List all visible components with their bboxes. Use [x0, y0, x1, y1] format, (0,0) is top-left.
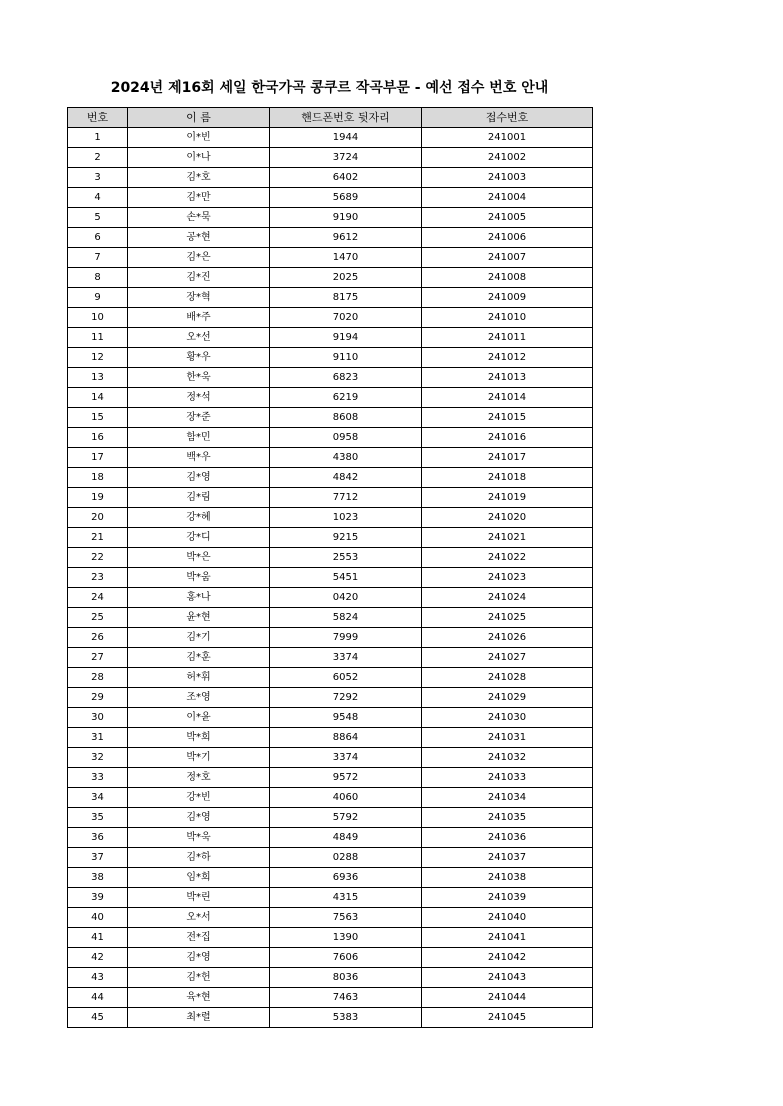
cell-phone-suffix: 7712 — [270, 488, 422, 508]
table-row — [68, 848, 593, 868]
cell-name: 박*욱 — [128, 828, 270, 848]
cell-number: 41 — [68, 928, 128, 948]
cell-registration-number: 241010 — [422, 308, 593, 328]
cell-phone-suffix: 5451 — [270, 568, 422, 588]
cell-registration-number: 241013 — [422, 368, 593, 388]
cell-name: 허*휘 — [128, 668, 270, 688]
table-row — [68, 908, 593, 928]
cell-registration-number: 241017 — [422, 448, 593, 468]
cell-name: 오*서 — [128, 908, 270, 928]
cell-registration-number: 241025 — [422, 608, 593, 628]
table-row — [68, 988, 593, 1008]
header-registration-number: 접수번호 — [422, 108, 593, 128]
cell-name: 김*헌 — [128, 968, 270, 988]
cell-number: 14 — [68, 388, 128, 408]
cell-phone-suffix: 6936 — [270, 868, 422, 888]
cell-number: 17 — [68, 448, 128, 468]
cell-registration-number: 241011 — [422, 328, 593, 348]
cell-name: 이*윤 — [128, 708, 270, 728]
cell-name: 정*석 — [128, 388, 270, 408]
cell-number: 21 — [68, 528, 128, 548]
table-row — [68, 648, 593, 668]
table-row — [68, 828, 593, 848]
cell-name: 강*디 — [128, 528, 270, 548]
cell-registration-number: 241035 — [422, 808, 593, 828]
cell-name: 윤*현 — [128, 608, 270, 628]
cell-name: 강*혜 — [128, 508, 270, 528]
page-title: 2024년 제16회 세일 한국가곡 콩쿠르 작곡부문 - 예선 접수 번호 안내 — [110, 80, 549, 96]
header-number: 번호 — [68, 108, 128, 128]
cell-phone-suffix: 7020 — [270, 308, 422, 328]
cell-name: 정*호 — [128, 768, 270, 788]
cell-number: 42 — [68, 948, 128, 968]
cell-registration-number: 241022 — [422, 548, 593, 568]
cell-registration-number: 241024 — [422, 588, 593, 608]
cell-number: 24 — [68, 588, 128, 608]
cell-number: 37 — [68, 848, 128, 868]
cell-name: 박*기 — [128, 748, 270, 768]
cell-registration-number: 241007 — [422, 248, 593, 268]
cell-name: 임*희 — [128, 868, 270, 888]
table-row — [68, 488, 593, 508]
cell-phone-suffix: 4060 — [270, 788, 422, 808]
cell-phone-suffix: 4380 — [270, 448, 422, 468]
table-row — [68, 788, 593, 808]
cell-name: 박*린 — [128, 888, 270, 908]
table-row — [68, 248, 593, 268]
table-row — [68, 328, 593, 348]
cell-number: 3 — [68, 168, 128, 188]
cell-phone-suffix: 1390 — [270, 928, 422, 948]
cell-number: 18 — [68, 468, 128, 488]
cell-number: 15 — [68, 408, 128, 428]
table-row — [68, 628, 593, 648]
table-row — [68, 948, 593, 968]
table-row — [68, 1008, 593, 1028]
cell-registration-number: 241040 — [422, 908, 593, 928]
cell-number: 33 — [68, 768, 128, 788]
cell-number: 23 — [68, 568, 128, 588]
cell-name: 김*진 — [128, 268, 270, 288]
table-row — [68, 308, 593, 328]
table-header — [68, 108, 593, 128]
header-name: 이 름 — [128, 108, 270, 128]
cell-registration-number: 241033 — [422, 768, 593, 788]
cell-phone-suffix: 7463 — [270, 988, 422, 1008]
cell-phone-suffix: 6823 — [270, 368, 422, 388]
cell-name: 전*집 — [128, 928, 270, 948]
table-row — [68, 268, 593, 288]
cell-phone-suffix: 5383 — [270, 1008, 422, 1028]
cell-name: 이*빈 — [128, 128, 270, 148]
cell-number: 44 — [68, 988, 128, 1008]
cell-number: 13 — [68, 368, 128, 388]
cell-phone-suffix: 6219 — [270, 388, 422, 408]
cell-phone-suffix: 9194 — [270, 328, 422, 348]
table-row — [68, 448, 593, 468]
cell-name: 한*욱 — [128, 368, 270, 388]
cell-registration-number: 241023 — [422, 568, 593, 588]
cell-number: 25 — [68, 608, 128, 628]
cell-phone-suffix: 9572 — [270, 768, 422, 788]
cell-name: 박*움 — [128, 568, 270, 588]
cell-phone-suffix: 8175 — [270, 288, 422, 308]
cell-name: 황*우 — [128, 348, 270, 368]
cell-registration-number: 241038 — [422, 868, 593, 888]
registration-table — [67, 107, 593, 1028]
cell-number: 29 — [68, 688, 128, 708]
table-row — [68, 368, 593, 388]
cell-number: 31 — [68, 728, 128, 748]
table-row — [68, 348, 593, 368]
table-row — [68, 808, 593, 828]
cell-phone-suffix: 8608 — [270, 408, 422, 428]
cell-registration-number: 241002 — [422, 148, 593, 168]
cell-number: 6 — [68, 228, 128, 248]
table-row — [68, 728, 593, 748]
table-row — [68, 568, 593, 588]
table-row — [68, 468, 593, 488]
cell-phone-suffix: 2553 — [270, 548, 422, 568]
cell-name: 김*은 — [128, 248, 270, 268]
cell-name: 박*은 — [128, 548, 270, 568]
cell-phone-suffix: 1470 — [270, 248, 422, 268]
cell-name: 배*주 — [128, 308, 270, 328]
cell-number: 7 — [68, 248, 128, 268]
cell-registration-number: 241042 — [422, 948, 593, 968]
cell-phone-suffix: 1944 — [270, 128, 422, 148]
cell-phone-suffix: 5689 — [270, 188, 422, 208]
cell-phone-suffix: 9548 — [270, 708, 422, 728]
cell-registration-number: 241045 — [422, 1008, 593, 1028]
cell-name: 박*희 — [128, 728, 270, 748]
cell-number: 45 — [68, 1008, 128, 1028]
cell-phone-suffix: 0420 — [270, 588, 422, 608]
cell-name: 김*영 — [128, 468, 270, 488]
cell-number: 40 — [68, 908, 128, 928]
table-body — [68, 128, 593, 1028]
table-row — [68, 708, 593, 728]
table-row — [68, 968, 593, 988]
cell-phone-suffix: 6402 — [270, 168, 422, 188]
cell-registration-number: 241032 — [422, 748, 593, 768]
cell-name: 김*하 — [128, 848, 270, 868]
cell-registration-number: 241009 — [422, 288, 593, 308]
cell-name: 이*나 — [128, 148, 270, 168]
cell-number: 32 — [68, 748, 128, 768]
cell-name: 김*기 — [128, 628, 270, 648]
cell-registration-number: 241012 — [422, 348, 593, 368]
cell-number: 11 — [68, 328, 128, 348]
table-row — [68, 608, 593, 628]
cell-name: 함*민 — [128, 428, 270, 448]
cell-phone-suffix: 9190 — [270, 208, 422, 228]
cell-name: 김*영 — [128, 808, 270, 828]
cell-number: 9 — [68, 288, 128, 308]
table-row — [68, 228, 593, 248]
cell-phone-suffix: 3374 — [270, 748, 422, 768]
cell-registration-number: 241003 — [422, 168, 593, 188]
cell-name: 오*선 — [128, 328, 270, 348]
cell-number: 20 — [68, 508, 128, 528]
cell-number: 4 — [68, 188, 128, 208]
cell-registration-number: 241034 — [422, 788, 593, 808]
cell-name: 조*영 — [128, 688, 270, 708]
cell-phone-suffix: 2025 — [270, 268, 422, 288]
table-row — [68, 748, 593, 768]
cell-registration-number: 241005 — [422, 208, 593, 228]
cell-phone-suffix: 5792 — [270, 808, 422, 828]
cell-phone-suffix: 6052 — [270, 668, 422, 688]
cell-name: 김*호 — [128, 168, 270, 188]
cell-registration-number: 241018 — [422, 468, 593, 488]
cell-phone-suffix: 4315 — [270, 888, 422, 908]
table-row — [68, 128, 593, 148]
table-row — [68, 868, 593, 888]
cell-registration-number: 241027 — [422, 648, 593, 668]
table-row — [68, 288, 593, 308]
cell-registration-number: 241019 — [422, 488, 593, 508]
table-row — [68, 508, 593, 528]
cell-number: 36 — [68, 828, 128, 848]
cell-number: 5 — [68, 208, 128, 228]
table-row — [68, 148, 593, 168]
cell-registration-number: 241043 — [422, 968, 593, 988]
cell-name: 장*준 — [128, 408, 270, 428]
cell-number: 27 — [68, 648, 128, 668]
cell-registration-number: 241029 — [422, 688, 593, 708]
cell-registration-number: 241014 — [422, 388, 593, 408]
cell-registration-number: 241008 — [422, 268, 593, 288]
cell-number: 1 — [68, 128, 128, 148]
cell-registration-number: 241031 — [422, 728, 593, 748]
cell-phone-suffix: 8036 — [270, 968, 422, 988]
cell-registration-number: 241001 — [422, 128, 593, 148]
cell-number: 30 — [68, 708, 128, 728]
cell-number: 10 — [68, 308, 128, 328]
table-row — [68, 188, 593, 208]
cell-number: 43 — [68, 968, 128, 988]
cell-phone-suffix: 5824 — [270, 608, 422, 628]
cell-registration-number: 241015 — [422, 408, 593, 428]
table-row — [68, 548, 593, 568]
cell-name: 백*우 — [128, 448, 270, 468]
cell-name: 최*렬 — [128, 1008, 270, 1028]
header-row — [68, 108, 593, 128]
table-row — [68, 928, 593, 948]
cell-registration-number: 241030 — [422, 708, 593, 728]
table-row — [68, 588, 593, 608]
table-row — [68, 528, 593, 548]
table-row — [68, 428, 593, 448]
cell-number: 16 — [68, 428, 128, 448]
cell-number: 19 — [68, 488, 128, 508]
cell-phone-suffix: 4849 — [270, 828, 422, 848]
cell-phone-suffix: 3374 — [270, 648, 422, 668]
cell-registration-number: 241036 — [422, 828, 593, 848]
cell-phone-suffix: 9215 — [270, 528, 422, 548]
cell-number: 12 — [68, 348, 128, 368]
cell-name: 공*현 — [128, 228, 270, 248]
cell-phone-suffix: 3724 — [270, 148, 422, 168]
cell-number: 28 — [68, 668, 128, 688]
table-row — [68, 168, 593, 188]
cell-name: 김*영 — [128, 948, 270, 968]
cell-registration-number: 241041 — [422, 928, 593, 948]
cell-registration-number: 241044 — [422, 988, 593, 1008]
cell-registration-number: 241026 — [422, 628, 593, 648]
cell-number: 34 — [68, 788, 128, 808]
cell-name: 장*혁 — [128, 288, 270, 308]
cell-number: 8 — [68, 268, 128, 288]
cell-registration-number: 241021 — [422, 528, 593, 548]
cell-number: 39 — [68, 888, 128, 908]
cell-phone-suffix: 9612 — [270, 228, 422, 248]
cell-phone-suffix: 8864 — [270, 728, 422, 748]
cell-name: 김*림 — [128, 488, 270, 508]
cell-number: 2 — [68, 148, 128, 168]
cell-registration-number: 241004 — [422, 188, 593, 208]
cell-phone-suffix: 7999 — [270, 628, 422, 648]
table-row — [68, 668, 593, 688]
cell-registration-number: 241020 — [422, 508, 593, 528]
cell-number: 26 — [68, 628, 128, 648]
cell-name: 강*빈 — [128, 788, 270, 808]
table-row — [68, 888, 593, 908]
cell-phone-suffix: 7606 — [270, 948, 422, 968]
cell-registration-number: 241006 — [422, 228, 593, 248]
table-row — [68, 768, 593, 788]
table-row — [68, 408, 593, 428]
cell-phone-suffix: 7563 — [270, 908, 422, 928]
cell-number: 38 — [68, 868, 128, 888]
cell-phone-suffix: 4842 — [270, 468, 422, 488]
cell-phone-suffix: 9110 — [270, 348, 422, 368]
cell-registration-number: 241037 — [422, 848, 593, 868]
cell-number: 22 — [68, 548, 128, 568]
cell-name: 육*현 — [128, 988, 270, 1008]
cell-name: 홍*나 — [128, 588, 270, 608]
cell-registration-number: 241039 — [422, 888, 593, 908]
cell-name: 김*만 — [128, 188, 270, 208]
cell-number: 35 — [68, 808, 128, 828]
cell-phone-suffix: 0958 — [270, 428, 422, 448]
cell-phone-suffix: 0288 — [270, 848, 422, 868]
header-phone-suffix: 핸드폰번호 뒷자리 — [270, 108, 422, 128]
cell-phone-suffix: 1023 — [270, 508, 422, 528]
table-row — [68, 688, 593, 708]
cell-registration-number: 241028 — [422, 668, 593, 688]
cell-name: 김*훈 — [128, 648, 270, 668]
table-row — [68, 208, 593, 228]
cell-phone-suffix: 7292 — [270, 688, 422, 708]
table-row — [68, 388, 593, 408]
cell-registration-number: 241016 — [422, 428, 593, 448]
cell-name: 손*묵 — [128, 208, 270, 228]
